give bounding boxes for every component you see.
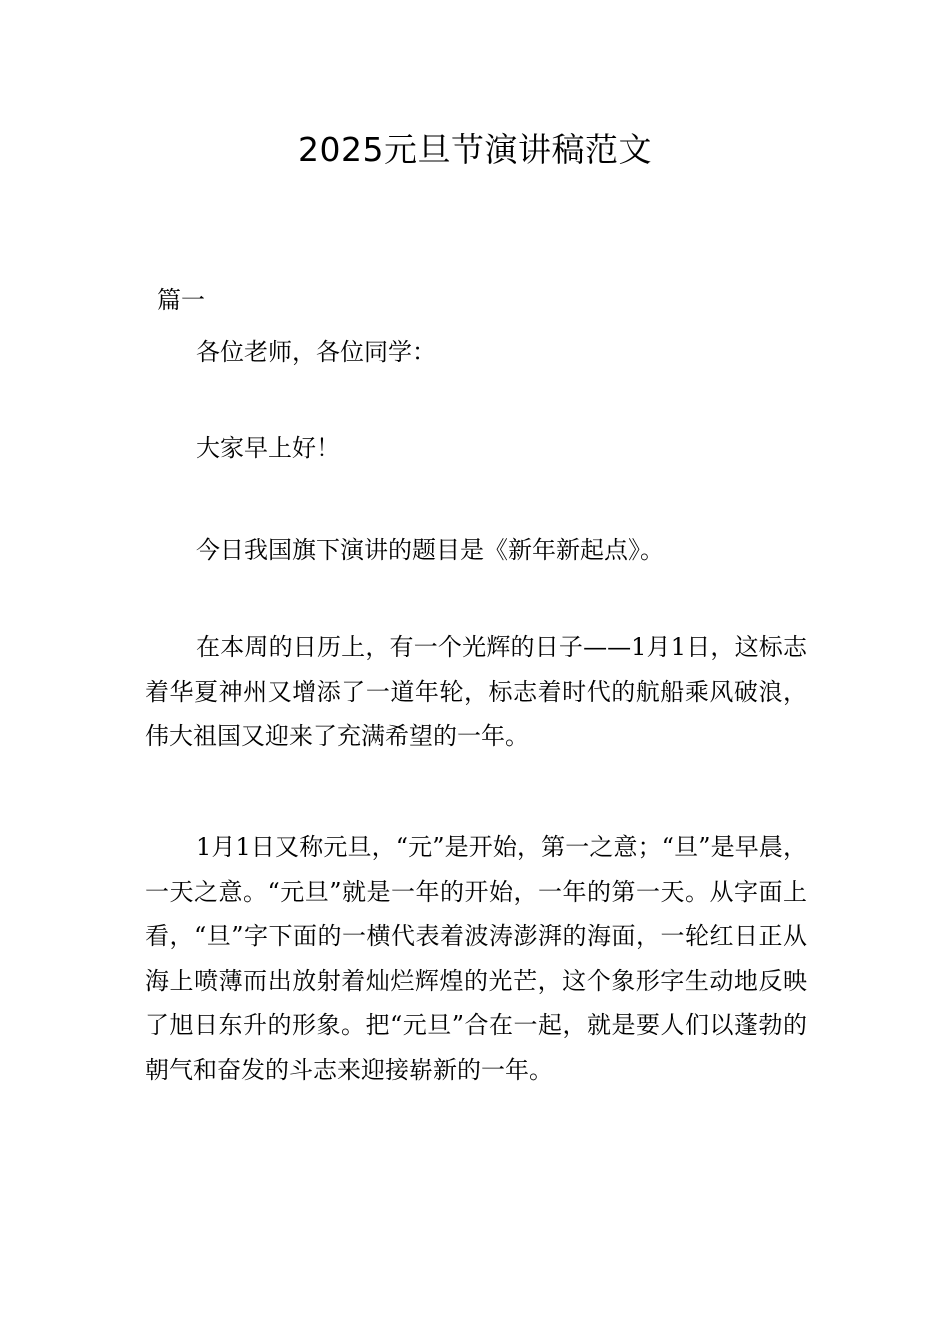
yuandan-meaning-paragraph: 1月1日又称元旦，“元”是开始，第一之意；“旦”是早晨，一天之意。“元旦”就是一年的开始，一年的第一天。从字面上看，“旦”字下面的一横代表着波涛澎湃的海面，一轮红日正从海上喷薄而出放射着灿烂辉煌的光芒，这个象形字生动地反映了旭日东升的形象。把“元旦”合在一起，就是要人们以蓬勃的朝气和奋发的斗志来迎接崭新的一年。 xyxy=(145,833,807,1084)
document-title: 2025元旦节演讲稿范文 xyxy=(298,130,652,169)
speech-topic-paragraph: 今日我国旗下演讲的题目是《新年新起点》。 xyxy=(196,536,664,564)
calendar-paragraph: 在本周的日历上，有一个光辉的日子——1月1日，这标志着华夏神州又增添了一道年轮，标志着时代的航船乘风破浪，伟大祖国又迎来了充满希望的一年。 xyxy=(145,633,807,750)
section-label: 篇一 xyxy=(157,286,205,314)
greeting-paragraph: 各位老师，各位同学： xyxy=(196,338,436,366)
good-morning-paragraph: 大家早上好！ xyxy=(196,434,340,462)
